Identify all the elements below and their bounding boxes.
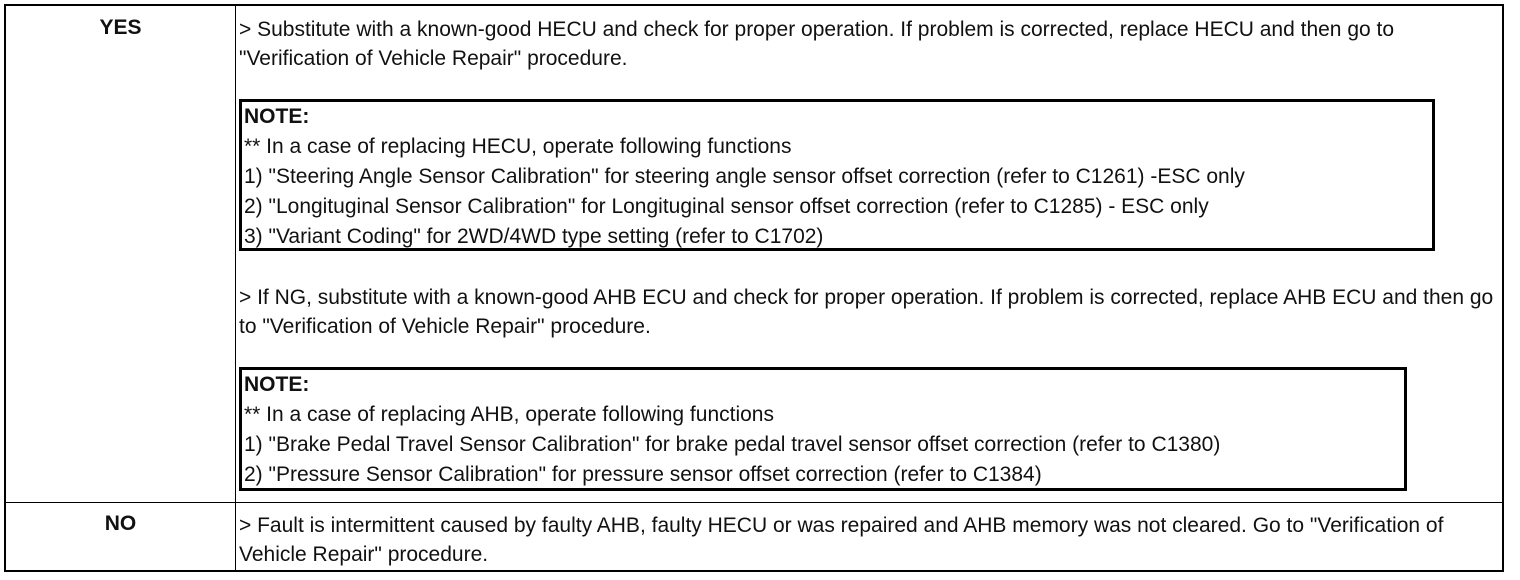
- yes-instruction-2: > If NG, substitute with a known-good AHB ECU and check for proper operation. If problem is corrected, replace AHB ECU and then go to "Verification of Vehicle Repair" procedure.: [239, 286, 1494, 338]
- yes-instruction-1: > Substitute with a known-good HECU and check for proper operation. If problem is corrected, replace HECU and then go to "Verification of Vehicle Repair" procedure.: [239, 18, 1395, 70]
- no-instruction: > Fault is intermittent caused by faulty AHB, faulty HECU or was repaired and AHB memory was not cleared. Go to "Verification of Vehicle Repair" procedure.: [239, 514, 1444, 566]
- note-line: ** In a case of replacing HECU, operate following functions: [244, 135, 792, 158]
- row-label-no: NO: [104, 512, 137, 535]
- note-line: 1) "Brake Pedal Travel Sensor Calibration" for brake pedal travel sensor offset correction (refer to C1380): [244, 433, 1221, 456]
- note-line: 1) "Steering Angle Sensor Calibration" for steering angle sensor offset correction (refer to C1261) -ESC only: [244, 165, 1245, 188]
- note-box-ahb: [239, 367, 1407, 491]
- note-title: NOTE:: [244, 373, 310, 396]
- note-title: NOTE:: [244, 105, 310, 128]
- note-line: ** In a case of replacing AHB, operate following functions: [244, 403, 774, 426]
- column-divider: [235, 6, 236, 570]
- note-line: 2) "Longituginal Sensor Calibration" for Longituginal sensor offset correction (refer to C1285) - ESC only: [244, 195, 1209, 218]
- note-line: 3) "Variant Coding" for 2WD/4WD type setting (refer to C1702): [244, 225, 824, 248]
- note-box-hecu: [239, 99, 1435, 251]
- row-label-yes: YES: [99, 16, 142, 39]
- note-line: 2) "Pressure Sensor Calibration" for pressure sensor offset correction (refer to C1384): [244, 463, 1042, 486]
- row-divider: [6, 502, 1502, 503]
- diagnostic-table: [4, 4, 1504, 572]
